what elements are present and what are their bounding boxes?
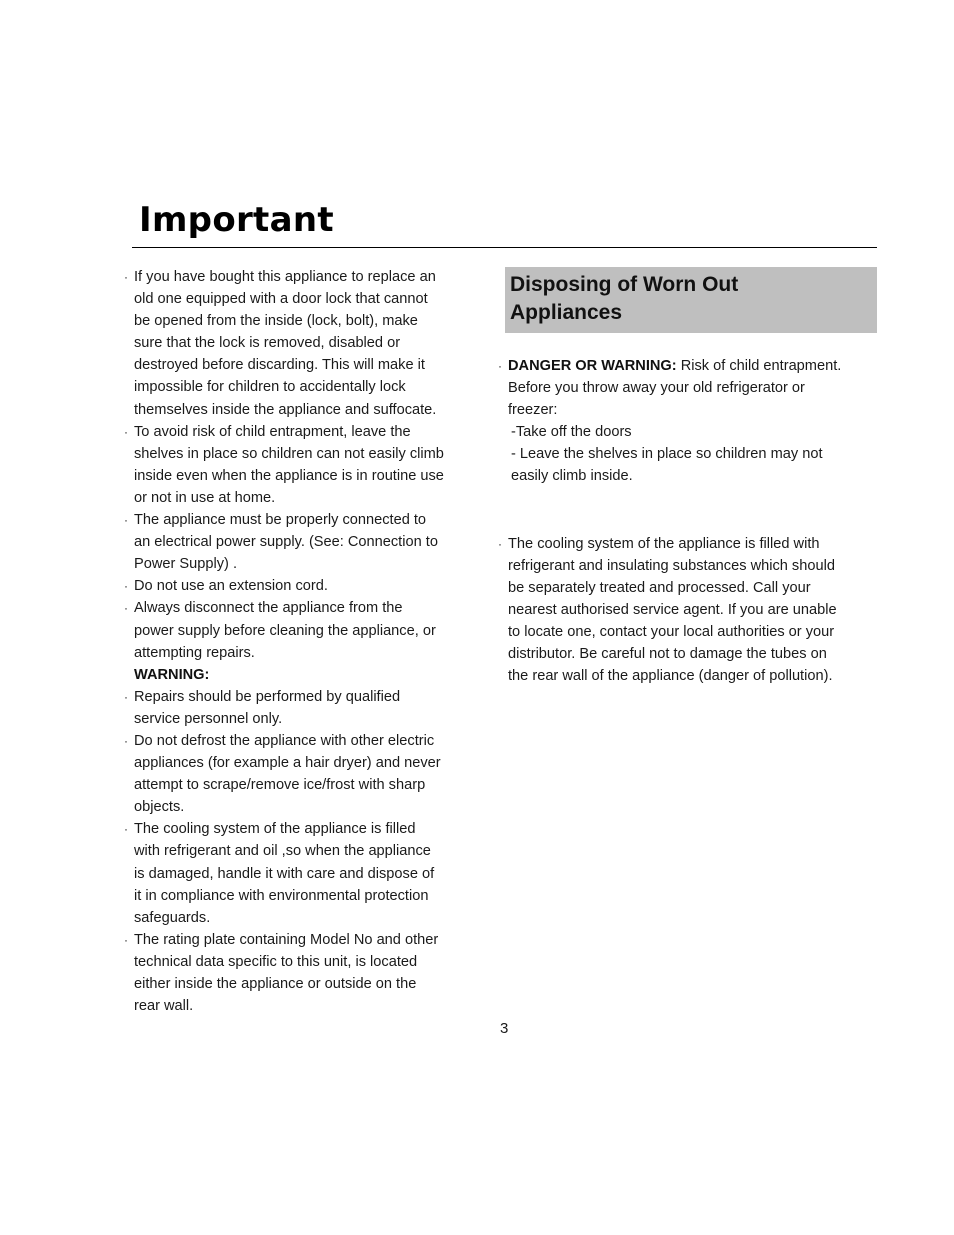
list-item: · Do not use an extension cord. <box>124 575 444 597</box>
page-number: 3 <box>500 1020 509 1037</box>
cooling-text: The cooling system of the appliance is filled with refrigerant and insulating substances which should be separately treated and processed. Call your nearest authorised service agent. If you are unable to locate one, contact your local authorities or your distributor. Be careful not to damage the tubes on the rear wall of the appliance (danger of pollution). <box>508 535 837 685</box>
step-text: - Leave the shelves in place so children may not easily climb inside. <box>511 446 823 485</box>
page-title: Important <box>139 200 334 240</box>
danger-text: Risk of child entrapment. Before you throw away your old refrigerator or freezer: <box>508 358 842 419</box>
list-item: · Do not defrost the appliance with other electric appliances (for example a hair dryer) and never attempt to scrape/remove ice/frost with sharp objects. <box>124 730 444 818</box>
left-column <box>124 266 444 1017</box>
danger-label: DANGER OR WARNING: <box>508 358 677 374</box>
spacer <box>498 488 843 533</box>
bullet-icon: · <box>124 733 128 748</box>
bullet-icon: · <box>124 822 128 837</box>
section-title: Disposing of Worn Out Appliances <box>510 273 739 324</box>
section-header-box <box>505 267 877 333</box>
bullet-icon: · <box>124 689 128 704</box>
bullet-icon: · <box>124 270 128 284</box>
list-item <box>498 533 843 688</box>
list-item: · The rating plate containing Model No and other technical data specific to this unit, is located either inside the appliance or outside on the rear wall. <box>124 929 444 1017</box>
bullet-icon: · <box>498 359 502 373</box>
list-item: · The cooling system of the appliance is filled with refrigerant and oil ,so when the appliance is damaged, handle it with care and dispose of it in compliance with environmental protection safeguards. <box>124 818 444 928</box>
right-column <box>498 355 843 687</box>
title-divider <box>132 247 877 248</box>
bullet-icon: · <box>124 601 128 616</box>
list-item <box>498 355 843 488</box>
bullet-icon: · <box>124 513 128 528</box>
list-item: · Repairs should be performed by qualified service personnel only. <box>124 686 444 730</box>
bullet-icon: · <box>124 579 128 594</box>
list-item: · To avoid risk of child entrapment, leave the shelves in place so children can not easily climb inside even when the appliance is in routine use or not in use at home. <box>124 421 444 509</box>
list-item: · The appliance must be properly connected to an electrical power supply. (See: Connection to Power Supply) . <box>124 509 444 575</box>
bullet-icon: · <box>124 932 128 947</box>
step-text: -Take off the doors <box>511 424 632 441</box>
list-item: · If you have bought this appliance to replace an old one equipped with a door lock that cannot be opened from the inside (lock, bolt), make sure that the lock is removed, disabled or destroyed before discarding. This will make it impossible for children to accidentally lock themselves inside the appliance and suffocate. <box>124 266 444 421</box>
bullet-icon: · <box>498 536 502 551</box>
list-item: · Always disconnect the appliance from the power supply before cleaning the appliance, or attempting repairs. <box>124 597 444 663</box>
warning-label: WARNING: <box>134 666 210 683</box>
bullet-icon: · <box>124 424 128 439</box>
